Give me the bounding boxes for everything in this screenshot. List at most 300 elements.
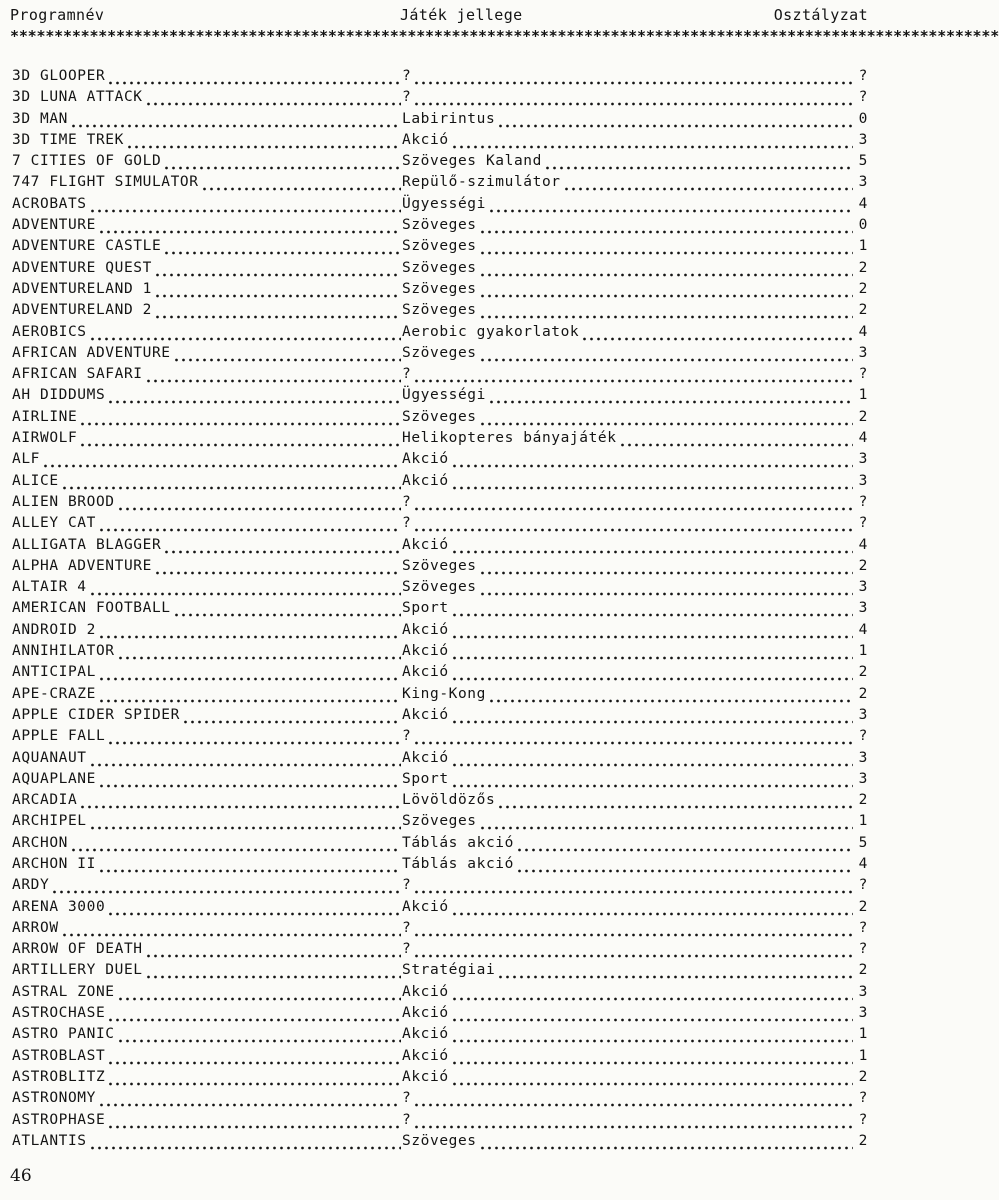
game-type-cell: [402, 960, 854, 981]
game-name: 3D GLOOPER: [12, 68, 106, 84]
dot-leader: [478, 343, 853, 364]
table-row: [12, 279, 868, 300]
dot-leader: [69, 109, 401, 130]
game-name-cell: [12, 960, 402, 981]
game-type-cell: [402, 471, 854, 492]
game-type-cell: [402, 428, 854, 449]
dot-leader: [97, 854, 401, 875]
game-grade: 4: [858, 536, 868, 553]
game-type-cell: [402, 1110, 854, 1131]
dot-leader: [78, 790, 401, 811]
game-type-cell: [402, 684, 854, 705]
game-type: Akció: [402, 983, 449, 1000]
dot-leader: [172, 598, 401, 619]
dot-leader: [97, 620, 401, 641]
game-name-cell: [12, 513, 402, 534]
game-name: APPLE CIDER SPIDER: [12, 706, 180, 723]
game-type-cell: [402, 577, 854, 598]
game-grade: 2: [858, 408, 868, 425]
dot-leader: [106, 726, 401, 747]
dot-leader: [412, 875, 853, 896]
dot-leader: [88, 748, 401, 769]
dot-leader: [478, 279, 853, 300]
table-row: [12, 556, 868, 577]
dot-leader: [450, 641, 853, 662]
dot-leader: [496, 790, 853, 811]
dot-leader: [153, 258, 401, 279]
table-row: [12, 769, 868, 790]
table-row: [12, 236, 868, 257]
game-type: Akció: [402, 643, 449, 660]
table-row: [12, 407, 868, 428]
dot-leader: [97, 215, 401, 236]
table-row: [12, 960, 868, 981]
dot-leader: [412, 364, 853, 385]
game-type: Akció: [402, 621, 449, 638]
table-row: [12, 428, 868, 449]
game-name: AEROBICS: [12, 323, 87, 340]
game-name-cell: [12, 385, 402, 406]
dot-leader: [153, 556, 401, 577]
game-name: 3D TIME TREK: [12, 131, 124, 148]
game-name: ARCADIA: [12, 792, 78, 809]
game-name: ASTROCHASE: [12, 1005, 106, 1022]
game-name: 3D LUNA ATTACK: [12, 89, 143, 106]
dot-leader: [487, 194, 853, 215]
game-grade: ?: [858, 877, 868, 894]
game-name: AQUAPLANE: [12, 770, 96, 787]
game-type-cell: [402, 1067, 854, 1088]
game-name: ADVENTURE: [12, 217, 96, 234]
table-row: [12, 66, 868, 87]
game-grade: 3: [858, 1005, 868, 1022]
game-type: Akció: [402, 1005, 449, 1022]
game-grade: 5: [858, 153, 868, 170]
game-name-cell: [12, 172, 402, 193]
game-type-cell: [402, 109, 854, 130]
dot-leader: [88, 1131, 401, 1152]
dot-leader: [450, 982, 853, 1003]
table-row: [12, 662, 868, 683]
dot-leader: [450, 130, 853, 151]
dot-leader: [144, 364, 401, 385]
game-type: Akció: [402, 451, 449, 468]
game-grade: 3: [858, 472, 868, 489]
dot-leader: [618, 428, 853, 449]
table-row: [12, 194, 868, 215]
game-name-cell: [12, 662, 402, 683]
game-name: ALTAIR 4: [12, 579, 87, 596]
game-name-cell: [12, 407, 402, 428]
dot-leader: [450, 620, 853, 641]
game-grade: 3: [858, 344, 868, 361]
dot-leader: [487, 684, 853, 705]
game-grade: 3: [858, 579, 868, 596]
game-type: ?: [402, 366, 412, 383]
game-name-cell: [12, 854, 402, 875]
game-grade: 2: [858, 280, 868, 297]
game-name: ATLANTIS: [12, 1132, 87, 1149]
dot-leader: [88, 322, 401, 343]
game-type-cell: [402, 1088, 854, 1109]
game-type: Szöveges: [402, 1132, 477, 1149]
game-grade: 1: [858, 387, 868, 404]
game-name-cell: [12, 684, 402, 705]
table-row: [12, 641, 868, 662]
game-type: Akció: [402, 898, 449, 915]
game-type-cell: [402, 939, 854, 960]
asterisk-separator: ****************************************************************************************************************: [10, 27, 999, 45]
dot-leader: [478, 215, 853, 236]
game-grade: ?: [858, 1111, 868, 1128]
game-name: ACROBATS: [12, 195, 87, 212]
game-name-cell: [12, 577, 402, 598]
game-name-cell: [12, 1003, 402, 1024]
game-type-cell: [402, 1024, 854, 1045]
dot-leader: [153, 279, 401, 300]
game-grade: 3: [858, 451, 868, 468]
game-grade: ?: [858, 919, 868, 936]
game-name-cell: [12, 598, 402, 619]
table-row: [12, 322, 868, 343]
game-name-cell: [12, 109, 402, 130]
game-type: Stratégiai: [402, 962, 496, 979]
table-row: [12, 1088, 868, 1109]
game-name-cell: [12, 918, 402, 939]
game-type-cell: [402, 172, 854, 193]
game-grade: 3: [858, 600, 868, 617]
dot-leader: [412, 1110, 853, 1131]
game-type-cell: [402, 385, 854, 406]
game-name-cell: [12, 705, 402, 726]
game-type-cell: [402, 897, 854, 918]
table-row: [12, 343, 868, 364]
table-row: [12, 449, 868, 470]
dot-leader: [412, 66, 853, 87]
game-name: ARCHON: [12, 834, 68, 851]
game-grade: ?: [858, 68, 868, 84]
table-row: [12, 385, 868, 406]
game-type-cell: [402, 1131, 854, 1152]
game-name: 7 CITIES OF GOLD: [12, 153, 162, 170]
game-name: AQUANAUT: [12, 749, 87, 766]
game-name-cell: [12, 641, 402, 662]
dot-leader: [60, 471, 401, 492]
game-name-cell: [12, 748, 402, 769]
game-grade: 3: [858, 749, 868, 766]
dot-leader: [412, 1088, 853, 1109]
game-name-cell: [12, 364, 402, 385]
game-name-cell: [12, 87, 402, 108]
game-type: Akció: [402, 131, 449, 148]
dot-leader: [200, 172, 401, 193]
game-type-cell: [402, 620, 854, 641]
game-type-cell: [402, 918, 854, 939]
dot-leader: [450, 449, 853, 470]
game-type: Ügyességi: [402, 195, 486, 212]
game-name: ADVENTURELAND 2: [12, 302, 152, 319]
game-name: APPLE FALL: [12, 728, 106, 745]
game-name-cell: [12, 769, 402, 790]
game-name-cell: [12, 215, 402, 236]
game-name: AIRLINE: [12, 408, 78, 425]
table-row: [12, 854, 868, 875]
table-row: [12, 1131, 868, 1152]
dot-leader: [106, 1110, 401, 1131]
dot-leader: [69, 833, 401, 854]
game-type-cell: [402, 1046, 854, 1067]
table-row: [12, 875, 868, 896]
game-grade: 2: [858, 1068, 868, 1085]
game-type-cell: [402, 598, 854, 619]
table-row: [12, 492, 868, 513]
dot-leader: [412, 492, 853, 513]
game-grade: 3: [858, 983, 868, 1000]
game-type-cell: [402, 875, 854, 896]
dot-leader: [450, 1046, 853, 1067]
dot-leader: [116, 982, 401, 1003]
game-grade: ?: [858, 728, 868, 745]
game-name: ARENA 3000: [12, 898, 106, 915]
game-grade: 2: [858, 557, 868, 574]
game-name: ASTRAL ZONE: [12, 983, 115, 1000]
game-grade: 0: [858, 217, 868, 234]
game-grade: 3: [858, 174, 868, 191]
dot-leader: [88, 811, 401, 832]
game-type-cell: [402, 535, 854, 556]
game-type-cell: [402, 811, 854, 832]
dot-leader: [450, 1003, 853, 1024]
game-type-cell: [402, 492, 854, 513]
game-type: Sport: [402, 770, 449, 787]
game-type-cell: [402, 982, 854, 1003]
game-type: Repülő-szimulátor: [402, 174, 561, 191]
game-name-cell: [12, 939, 402, 960]
game-name-cell: [12, 1024, 402, 1045]
dot-leader: [97, 662, 401, 683]
table-row: [12, 918, 868, 939]
dot-leader: [116, 492, 401, 513]
game-grade: 2: [858, 792, 868, 809]
game-type-cell: [402, 769, 854, 790]
game-grade: ?: [858, 366, 868, 383]
game-grade: 3: [858, 131, 868, 148]
game-grade: 1: [858, 238, 868, 255]
table-row: [12, 598, 868, 619]
game-name-cell: [12, 897, 402, 918]
game-type-cell: [402, 236, 854, 257]
game-name: AFRICAN ADVENTURE: [12, 344, 171, 361]
game-type: ?: [402, 919, 412, 936]
game-type: Akció: [402, 1026, 449, 1043]
game-type-cell: [402, 322, 854, 343]
game-type-cell: [402, 215, 854, 236]
game-type: King-Kong: [402, 685, 486, 702]
game-type-cell: [402, 449, 854, 470]
game-name: 747 FLIGHT SIMULATOR: [12, 174, 199, 191]
game-name: ALLIGATA BLAGGER: [12, 536, 162, 553]
dot-leader: [97, 1088, 401, 1109]
game-type: Szöveges: [402, 280, 477, 297]
game-name-cell: [12, 471, 402, 492]
game-grade: ?: [858, 515, 868, 532]
game-name: 3D MAN: [12, 110, 68, 127]
dot-leader: [450, 705, 853, 726]
dot-leader: [116, 641, 401, 662]
table-row: [12, 471, 868, 492]
game-list: [12, 66, 868, 1152]
game-grade: 3: [858, 706, 868, 723]
dot-leader: [496, 960, 853, 981]
dot-leader: [106, 1046, 401, 1067]
game-grade: 1: [858, 1026, 868, 1043]
game-type: Szöveges: [402, 238, 477, 255]
game-type: Ügyességi: [402, 387, 486, 404]
game-type-cell: [402, 705, 854, 726]
game-name: ADVENTURE QUEST: [12, 259, 152, 276]
game-type: Szöveges Kaland: [402, 153, 542, 170]
dot-leader: [450, 769, 853, 790]
game-grade: ?: [858, 941, 868, 958]
game-grade: 0: [858, 110, 868, 127]
dot-leader: [478, 577, 853, 598]
table-row: [12, 258, 868, 279]
dot-leader: [412, 939, 853, 960]
dot-leader: [478, 1131, 853, 1152]
game-type-cell: [402, 300, 854, 321]
game-grade: 2: [858, 898, 868, 915]
game-name: ARCHIPEL: [12, 813, 87, 830]
game-name: ARROW OF DEATH: [12, 941, 143, 958]
game-name-cell: [12, 130, 402, 151]
game-type: Sport: [402, 600, 449, 617]
table-row: [12, 1003, 868, 1024]
dot-leader: [97, 513, 401, 534]
game-type: Akció: [402, 706, 449, 723]
game-type-cell: [402, 726, 854, 747]
dot-leader: [515, 833, 853, 854]
table-row: [12, 513, 868, 534]
game-type: ?: [402, 728, 412, 745]
game-name-cell: [12, 1110, 402, 1131]
game-name-cell: [12, 322, 402, 343]
dot-leader: [450, 1067, 853, 1088]
dot-leader: [88, 194, 401, 215]
game-grade: 4: [858, 621, 868, 638]
dot-leader: [478, 300, 853, 321]
game-grade: 2: [858, 962, 868, 979]
dot-leader: [450, 471, 853, 492]
game-name-cell: [12, 258, 402, 279]
dot-leader: [78, 407, 401, 428]
table-row: [12, 748, 868, 769]
table-row: [12, 577, 868, 598]
game-name: AFRICAN SAFARI: [12, 366, 143, 383]
game-name: ASTRO PANIC: [12, 1026, 115, 1043]
game-type: Szöveges: [402, 557, 477, 574]
game-grade: 2: [858, 259, 868, 276]
game-grade: 2: [858, 685, 868, 702]
dot-leader: [50, 875, 401, 896]
game-type: ?: [402, 68, 412, 84]
game-name: ASTRONOMY: [12, 1090, 96, 1107]
game-name-cell: [12, 620, 402, 641]
dot-leader: [60, 918, 401, 939]
table-row: [12, 1024, 868, 1045]
dot-leader: [450, 662, 853, 683]
game-name-cell: [12, 1131, 402, 1152]
game-name: ALPHA ADVENTURE: [12, 557, 152, 574]
game-grade: 4: [858, 323, 868, 340]
game-grade: 4: [858, 855, 868, 872]
table-row: [12, 790, 868, 811]
dot-leader: [88, 577, 401, 598]
game-type: Akció: [402, 1047, 449, 1064]
game-type-cell: [402, 130, 854, 151]
game-type-cell: [402, 87, 854, 108]
game-type-cell: [402, 662, 854, 683]
game-name-cell: [12, 279, 402, 300]
game-name-cell: [12, 1046, 402, 1067]
game-name-cell: [12, 535, 402, 556]
game-type-cell: [402, 407, 854, 428]
game-name-cell: [12, 811, 402, 832]
dot-leader: [162, 535, 401, 556]
dot-leader: [172, 343, 401, 364]
game-type: ?: [402, 1090, 412, 1107]
game-type: Táblás akció: [402, 834, 514, 851]
table-row: [12, 215, 868, 236]
game-type: Labirintus: [402, 110, 496, 127]
game-name: AH DIDDUMS: [12, 387, 106, 404]
game-name-cell: [12, 1088, 402, 1109]
game-name-cell: [12, 1067, 402, 1088]
game-grade: 1: [858, 813, 868, 830]
game-name-cell: [12, 982, 402, 1003]
game-name: ARROW: [12, 919, 59, 936]
dot-leader: [412, 726, 853, 747]
table-row: [12, 151, 868, 172]
dot-leader: [78, 428, 401, 449]
table-row: [12, 1046, 868, 1067]
game-name: ADVENTURE CASTLE: [12, 238, 162, 255]
dot-leader: [106, 1067, 401, 1088]
dot-leader: [487, 385, 853, 406]
table-row: [12, 535, 868, 556]
table-row: [12, 1067, 868, 1088]
dot-leader: [97, 769, 401, 790]
dot-leader: [144, 939, 401, 960]
game-type-cell: [402, 513, 854, 534]
game-type: Akció: [402, 1068, 449, 1085]
game-type-cell: [402, 258, 854, 279]
game-type: Akció: [402, 472, 449, 489]
dot-leader: [515, 854, 853, 875]
game-type: Helikopteres bányajáték: [402, 430, 617, 447]
dot-leader: [412, 918, 853, 939]
game-name: ASTROPHASE: [12, 1111, 106, 1128]
dot-leader: [144, 960, 401, 981]
dot-leader: [412, 87, 853, 108]
dot-leader: [106, 66, 401, 87]
game-name-cell: [12, 151, 402, 172]
game-type-cell: [402, 790, 854, 811]
game-name-cell: [12, 556, 402, 577]
game-name: ANDROID 2: [12, 621, 96, 638]
dot-leader: [106, 1003, 401, 1024]
game-type: ?: [402, 89, 412, 106]
dot-leader: [562, 172, 853, 193]
